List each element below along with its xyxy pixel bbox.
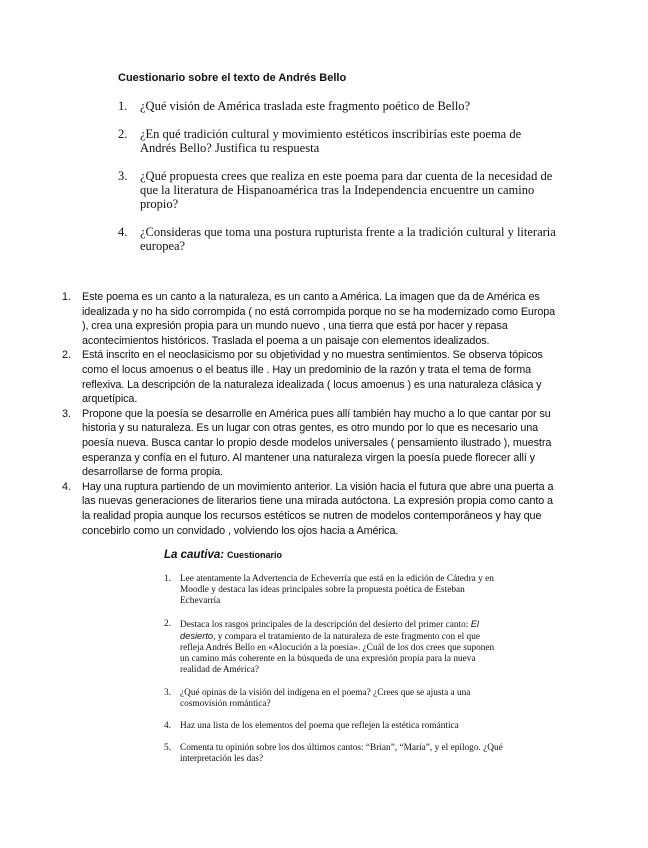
- question-text-emphasis: El desierto: [180, 618, 479, 641]
- answer-text: Este poema es un canto a la naturaleza, es un canto a América. La imagen que da de América es idealizada y no ha sido corrompida ( no está corrompida porque no se ha modernizado como Europa ), crea una expresión propia para un mundo nuevo , una tierra que está por hacer y repasa acontecimientos históricos. Traslada el poema a un paisaje con elementos idealizados.: [82, 291, 556, 347]
- list-item: [164, 743, 504, 765]
- question-text: ¿Qué opinas de la visión del indígena en el poema? ¿Crees que se ajusta a una cosmovisión romántica?: [180, 687, 471, 709]
- list-item: [118, 99, 558, 113]
- item-number: 3.: [118, 169, 128, 183]
- answer-text: Está inscrito en el neoclasicismo por su objetividad y no muestra sentimientos. Se observa tópicos como el locus amoenus o el beatus ille . Hay un predominio de la razón y trata el tema de forma reflexiva. La descripción de la naturaleza idealizada ( locus amoenus ) es una naturaleza clásica y arquetípica.: [82, 349, 543, 406]
- la-cautiva-title-italic: La cautiva:: [164, 549, 225, 561]
- question-text-before: Destaca los rasgos principales de la descripción del desierto del primer canto:: [180, 619, 471, 630]
- question-text: Lee atentamente la Advertencia de Echeverría que está en la edición de Cátedra y en Moodle y destaca las ideas principales sobre la propuesta poética de Esteban Echevarría: [180, 574, 494, 607]
- list-item: [118, 169, 558, 211]
- answer-item: [62, 348, 562, 406]
- item-number: 2.: [118, 127, 128, 141]
- bello-questionnaire-title: Cuestionario sobre el texto de Andrés Bello: [118, 72, 347, 84]
- list-item: [118, 127, 558, 155]
- item-number: 2.: [62, 349, 71, 362]
- list-item: [118, 225, 558, 253]
- item-number: 4.: [118, 225, 128, 239]
- list-item: [164, 688, 504, 710]
- question-text: ¿Consideras que toma una postura rupturista frente a la tradición cultural y literaria europea?: [140, 225, 556, 253]
- question-text-after: , y compara el tratamiento de la naturaleza de este fragmento con el que refleja Andrés Bello en «Alocución a la poesía». ¿Cuál de los dos crees que suponen un camino más coherente en la búsqueda de una expresión propia para la nueva realidad de América?: [180, 631, 495, 676]
- la-cautiva-question-list: [164, 574, 504, 777]
- item-number: 5.: [164, 743, 171, 754]
- question-text: ¿Qué propuesta crees que realiza en este poema para dar cuenta de la necesidad de que la literatura de Hispanoamérica tras la Independencia encuentre un camino propio?: [140, 169, 553, 211]
- item-number: 1.: [62, 291, 71, 303]
- list-item: [164, 574, 504, 608]
- answers-list: [62, 290, 562, 538]
- list-item: [164, 619, 504, 677]
- answer-item: [62, 290, 562, 348]
- list-item: [164, 721, 504, 732]
- answer-item: [62, 407, 562, 480]
- item-number: 3.: [164, 687, 171, 698]
- question-text: [180, 620, 494, 676]
- la-cautiva-title-sub: Cuestionario: [227, 550, 283, 560]
- item-number: 4.: [164, 721, 171, 732]
- question-text: ¿Qué visión de América traslada este fragmento poético de Bello?: [140, 99, 471, 113]
- item-number: 4.: [62, 480, 71, 493]
- item-number: 3.: [62, 407, 71, 420]
- item-number: 1.: [164, 574, 171, 584]
- answer-text: Propone que la poesía se desarrolle en América pues allí también hay mucho a lo que cantar por su historia y su naturaleza. Es un lugar con otras gentes, es otro mundo por lo que es necesario una poesía nueva. Busca cantar lo propio desde modelos universales ( pensamiento ilustrado ), muestra esperanza y confía en el futuro. Al mantener una naturaleza virgen la poesía puede florecer allí y desarrollarse de forma propia.: [82, 407, 552, 479]
- question-text: ¿En qué tradición cultural y movimiento estéticos inscribirías este poema de Andrés Bello? Justifica tu respuesta: [140, 127, 522, 155]
- bello-question-list: [118, 99, 558, 267]
- answer-item: [62, 480, 562, 538]
- answer-text: Hay una ruptura partiendo de un movimiento anterior. La visión hacia el futura que abre una puerta a las nuevas generaciones de literarios tiene una mirada autóctona. La expresión propia como canto a la realidad propia aunque los recursos estéticos se nutren de modelos contemporáneos y hay que concebirlo como un convidado , volviendo los ojos hacia a América.: [82, 480, 554, 537]
- item-number: 1.: [118, 99, 128, 113]
- la-cautiva-title: [164, 549, 282, 561]
- question-text: Comenta tu opinión sobre los dos últimos cantos: “Brian”, “María”, y el epílogo. ¿Qué interpretación les das?: [180, 743, 503, 765]
- item-number: 2.: [164, 618, 171, 629]
- question-text: Haz una lista de los elementos del poema que reflejen la estética romántica: [180, 721, 459, 732]
